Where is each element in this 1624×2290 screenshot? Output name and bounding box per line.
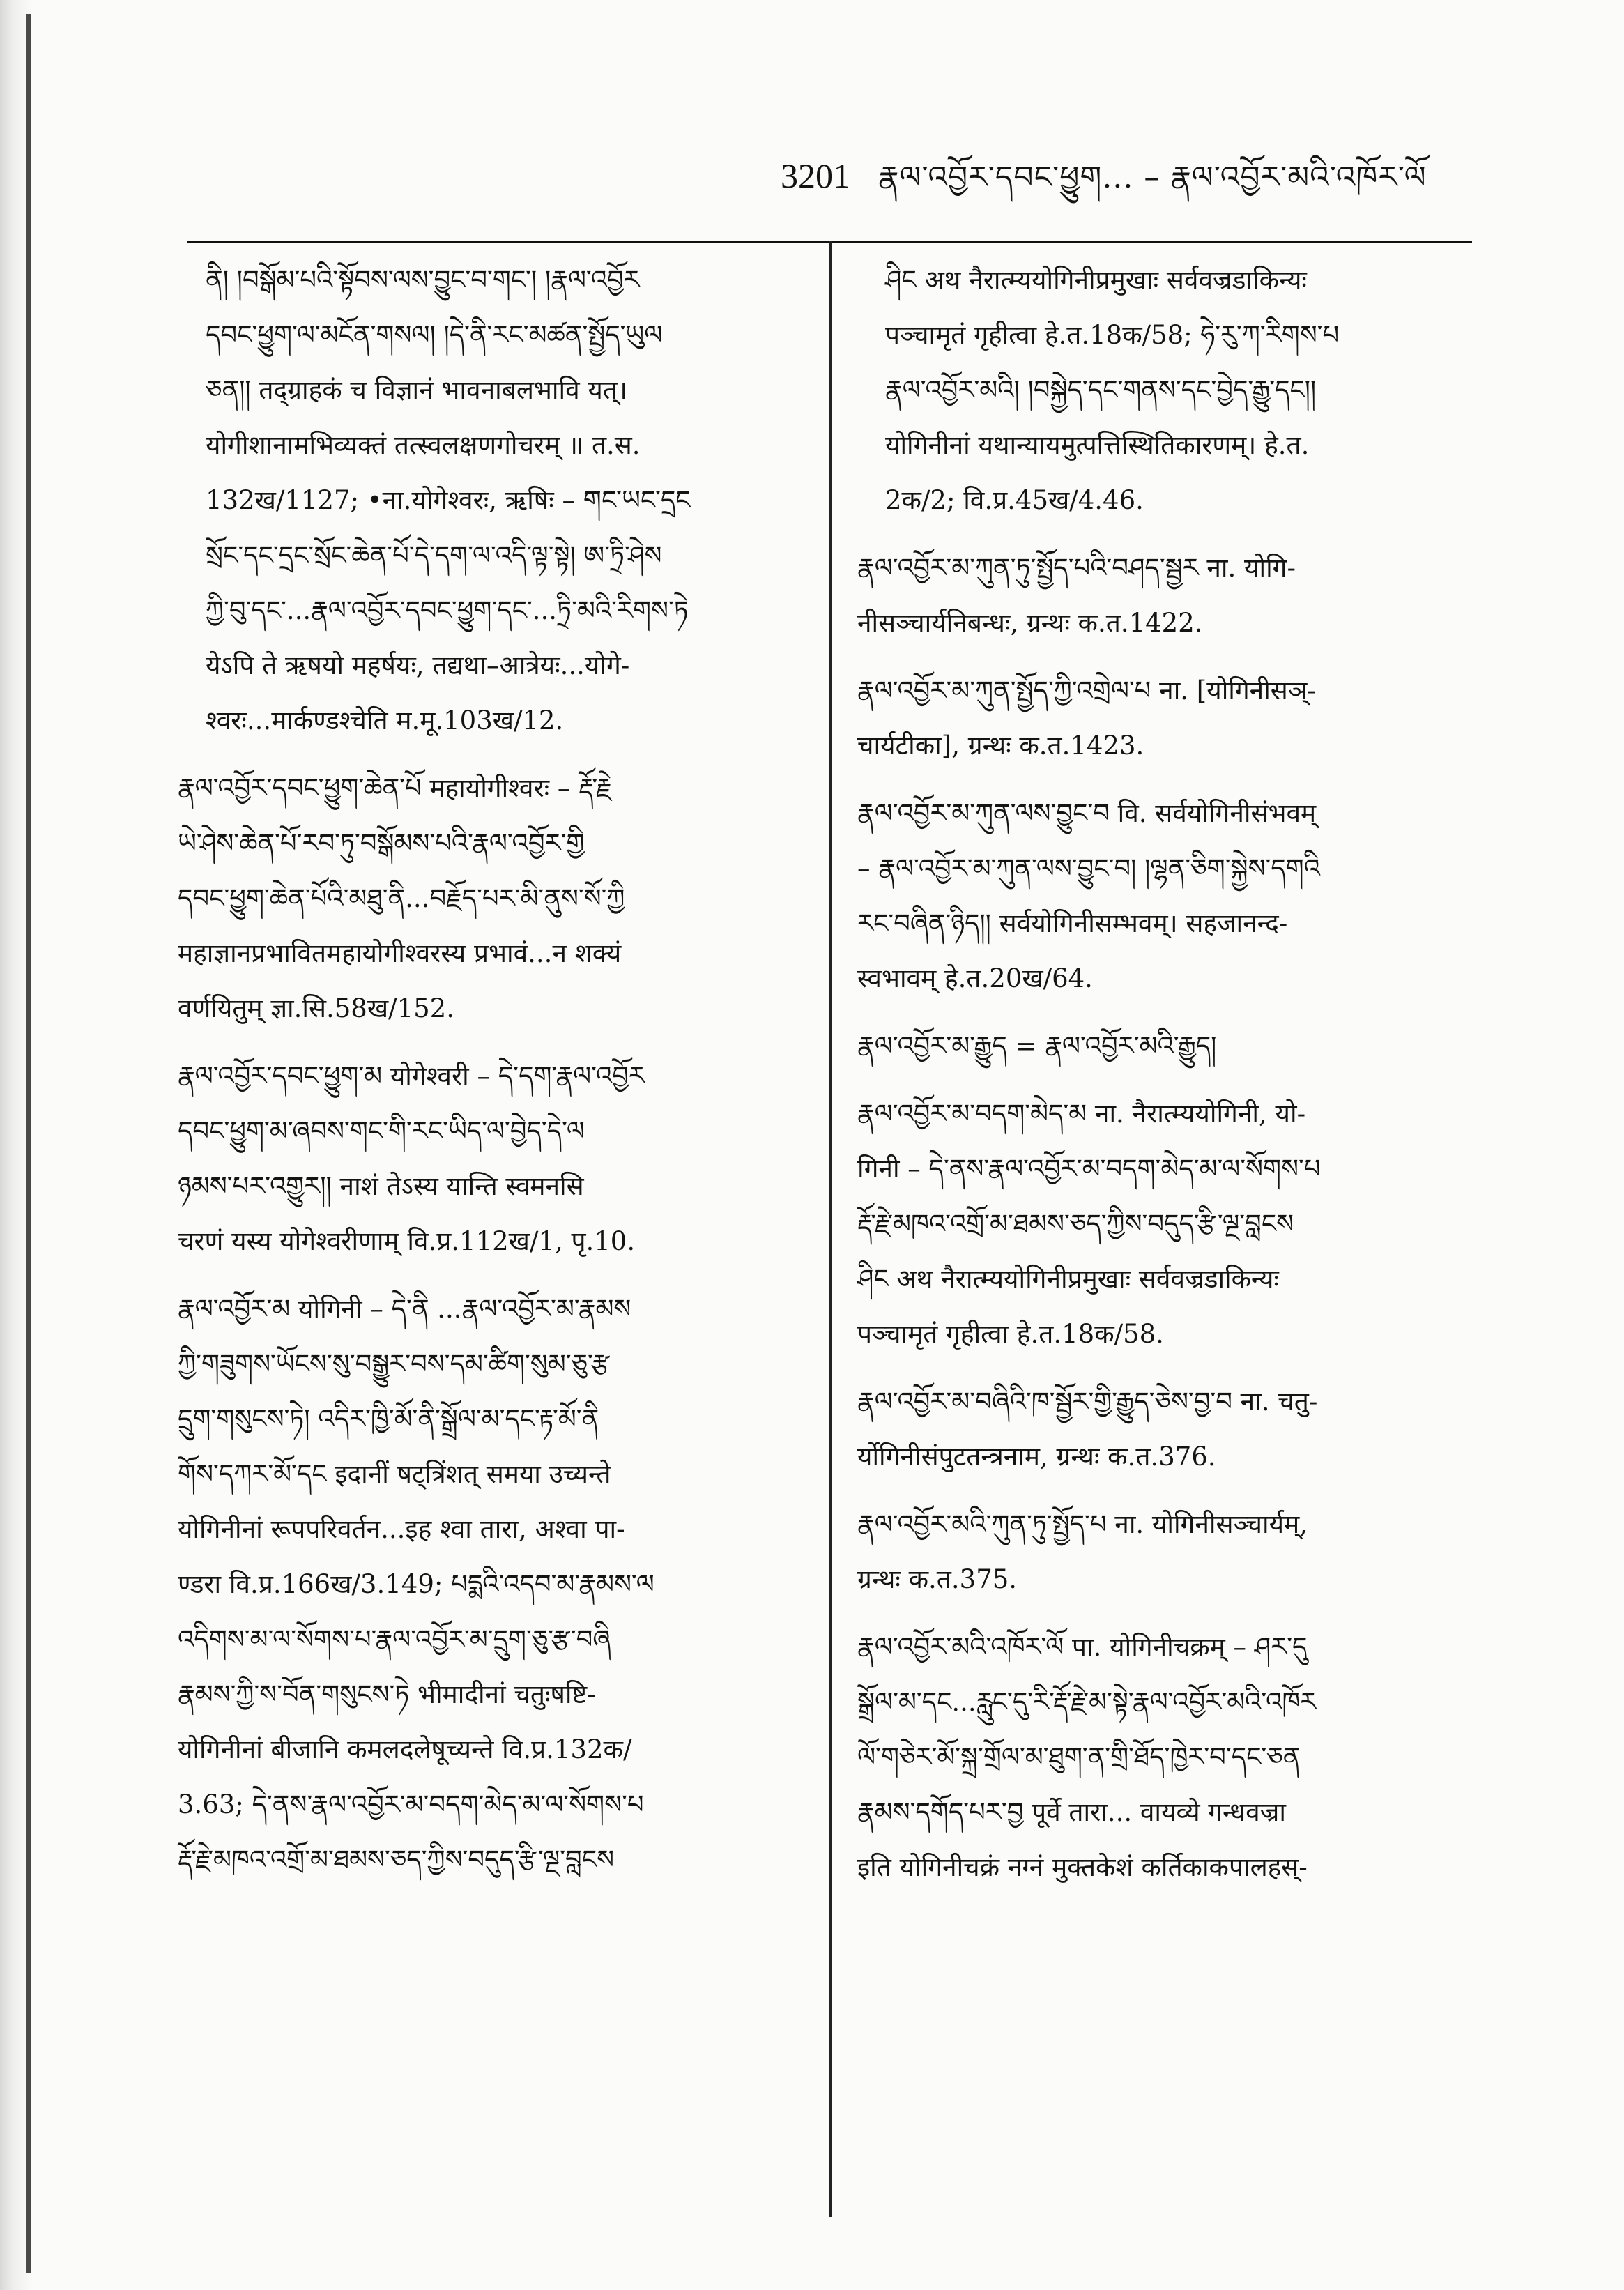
- entry-line: གོས་དཀར་མོ་དང इदानीं षट्त्रिंशत् समया उच्यन्ते: [178, 1459, 611, 1489]
- entry-line: महाज्ञानप्रभावितमहायोगीश्वरस्य प्रभावं...न शक्यं: [178, 938, 622, 968]
- entry-line: དྲུག་གསུངས་ཏེ། འདིར་ཁྱི་མོ་ནི་སྒྲོལ་མ་དང་རྟ་མོ་ནི: [178, 1404, 599, 1434]
- right-column: [857, 252, 1471, 1907]
- dictionary-entry: [857, 663, 1471, 773]
- entry-line: 132ख/1127; •ना.योगेश्वरः, ऋषिः – གང་ཡང་དྲང: [206, 485, 691, 515]
- entry-line: རྣལ་འབྱོར་མའི་ཀུན་ཏུ་སྤྱོད་པ ना. योगिनीसञ्चार्यम्,: [857, 1509, 1308, 1539]
- dictionary-entry: [857, 540, 1471, 650]
- dictionary-entry: [857, 1086, 1471, 1361]
- entry-line: ཤིང अथ नैरात्म्ययोगिनीप्रमुखाः सर्ववज्रडाकिन्यः: [857, 1264, 1279, 1294]
- dictionary-entry: [857, 1619, 1471, 1895]
- entry-line: चरणं यस्य योगेश्वरीणाम् वि.प्र.112ख/1, पृ.10.: [178, 1226, 636, 1256]
- entry-line: རྣམས་ཀྱི་ས་བོན་གསུངས་ཏེ भीमादीनां चतुःषष्टि-: [178, 1679, 596, 1709]
- entry-line: इति योगिनीचक्रं नग्नं मुक्तकेशं कर्तिकाकपालहस्-: [857, 1852, 1308, 1882]
- entry-line: རྡོ་རྗེ་མཁའ་འགྲོ་མ་ཐམས་ཅད་ཀྱིས་བདུད་རྩི་ལྔ་བླངས: [178, 1845, 615, 1875]
- dictionary-entry: [857, 786, 1471, 1006]
- entry-line: स्वभावम् हे.त.20ख/64.: [857, 963, 1093, 993]
- binding-shadow: [26, 14, 31, 2273]
- entry-line: རྣལ་འབྱོར་མ་བཞིའི་ཁ་སྦྱོར་གྱི་རྒྱུད་ཅེས་བྱ་བ ना. चतु-: [857, 1387, 1318, 1417]
- entry-line: རང་བཞིན་ཉིད།། सर्वयोगिनीसम्भवम्। सहजानन्द-: [857, 908, 1288, 938]
- entry-line: དབང་ཕྱུག་ལ་མངོན་གསལ། །དེ་ནི་རང་མཚན་སྤྱོད་ཡུལ: [206, 320, 663, 350]
- entry-line: ནི། །བསྒོམ་པའི་སྟོབས་ལས་བྱུང་བ་གང་། །རྣལ་འབྱོར: [206, 265, 640, 295]
- entry-line: – རྣལ་འབྱོར་མ་ཀུན་ལས་བྱུང་བ། །ལྷན་ཅིག་སྐྱེས་དགའི: [857, 853, 1320, 883]
- entry-line: རྣམས་དགོད་པར་བྱ पूर्वे तारा... वायव्ये गन्धवज्रा: [857, 1797, 1286, 1827]
- entry-line: पञ्चामृतं गृहीत्वा हे.त.18क/58.: [857, 1319, 1164, 1349]
- dictionary-entry: [178, 1048, 805, 1269]
- entry-line: རྣལ་འབྱོར་མ་བདག་མེད་མ ना. नैरात्म्ययोगिनी, यो-: [857, 1099, 1306, 1129]
- entry-line: येऽपि ते ऋषयो महर्षयः, तद्यथा–आत्रेयः...योगे-: [206, 650, 630, 680]
- left-column: [178, 252, 805, 1900]
- entry-line: नीसञ्चार्यनिबन्धः, ग्रन्थः क.त.1422.: [857, 608, 1203, 638]
- running-head: རྣལ་འབྱོར་དབང་ཕྱུག... – རྣལ་འབྱོར་མའི་འཁོར་ལོ: [878, 160, 1427, 195]
- dictionary-entry: [857, 252, 1471, 528]
- entry-line: ཅན།། तद्ग्राहकं च विज्ञानं भावनाबलभावि यत्।: [206, 375, 627, 405]
- entry-line: རྣལ་འབྱོར་མ योगिनी – དེ་ནི ...རྣལ་འབྱོར་མ་རྣམས: [178, 1294, 631, 1324]
- entry-line: र्योगिनीसंपुटतन्त्रनाम, ग्रन्थः क.त.376.: [857, 1442, 1216, 1472]
- entry-line: चार्यटीका], ग्रन्थः क.त.1423.: [857, 731, 1144, 761]
- entry-line: རྣལ་འབྱོར་དབང་ཕྱུག་ཆེན་པོ महायोगीश्वरः – རྡོ་རྗེ: [178, 773, 612, 803]
- page-number: 3201: [781, 156, 850, 195]
- entry-line: ཤིང अथ नैरात्म्ययोगिनीप्रमुखाः सर्ववज्रडाकिन्यः: [885, 265, 1307, 295]
- dictionary-entry: [178, 1281, 805, 1887]
- dictionary-entry: [857, 1018, 1471, 1074]
- entry-line: 2क/2; वि.प्र.45ख/4.46.: [885, 485, 1144, 515]
- entry-line: རྡོ་རྗེ་མཁའ་འགྲོ་མ་ཐམས་ཅད་ཀྱིས་བདུད་རྩི་ལྔ་བླངས: [857, 1209, 1294, 1239]
- entry-line: ཀྱི་བུ་དང་...རྣལ་འབྱོར་དབང་ཕྱུག་དང་...ཏྲི་མའི་རིགས་ཏེ: [206, 595, 689, 625]
- dictionary-entry: [178, 252, 805, 748]
- entry-line: पञ्चामृतं गृहीत्वा हे.त.18क/58; ཧེ་རུ་ཀ་རིགས་པ: [885, 320, 1340, 350]
- entry-line: སྲོང་དང་དྲང་སྲོང་ཆེན་པོ་དེ་དག་ལ་འདི་ལྟ་སྟེ། ཨ་ཏྲི་ཤེས: [206, 540, 662, 570]
- entry-line: गिनी – དེ་ནས་རྣལ་འབྱོར་མ་བདག་མེད་མ་ལ་སོགས་པ: [857, 1154, 1321, 1184]
- dictionary-entry: [178, 761, 805, 1036]
- entry-line: ལོ་གཅེར་མོ་སྐྲ་གྲོལ་མ་ཐུག་ན་གྲི་ཐོད་ཁྱེར་བ་དང་ཅན: [857, 1742, 1301, 1772]
- entry-line: योगिनीनां बीजानि कमलदलेषूच्यन्ते वि.प्र.132क/: [178, 1734, 632, 1764]
- entry-line: ཀྱི་གཟུགས་ཡོངས་སུ་བསྒྱུར་བས་དམ་ཚིག་སུམ་ཅུ་རྩ: [178, 1349, 610, 1379]
- entry-line: རྣལ་འབྱོར་མ་ཀུན་སྤྱོད་ཀྱི་འགྲེལ་པ ना. [योगिनीसञ्-: [857, 675, 1316, 705]
- entry-line: योगीशानामभिव्यक्तं तत्स्वलक्षणगोचरम् ॥ त.स.: [206, 430, 641, 460]
- entry-line: རྣལ་འབྱོར་མ་རྒྱུད = རྣལ་འབྱོར་མའི་རྒྱུད།: [857, 1031, 1217, 1061]
- entry-line: ण्डरा वि.प्र.166ख/3.149; པདྨའི་འདབ་མ་རྣམས་ལ: [178, 1569, 654, 1599]
- entry-line: वर्णयितुम् ज्ञा.सि.58ख/152.: [178, 993, 454, 1023]
- entry-line: རྣལ་འབྱོར་མ་ཀུན་ཏུ་སྤྱོད་པའི་བཤད་སྦྱར ना. योगि-: [857, 553, 1296, 583]
- entry-line: श्वरः...मार्कण्डश्चेति म.मू.103ख/12.: [206, 705, 564, 735]
- entry-line: དབང་ཕྱུག་མ་ཞབས་གང་གི་རང་ཡིད་ལ་བྱེད་དེ་ལ: [178, 1116, 585, 1146]
- page-header: [781, 143, 1519, 199]
- entry-line: ཉམས་པར་འགྱུར།། नाशं तेऽस्य यान्ति स्वमनसि: [178, 1171, 584, 1201]
- entry-line: ཡེ་ཤེས་ཆེན་པོ་རབ་ཏུ་བསྒོམས་པའི་རྣལ་འབྱོར་གྱི: [178, 828, 585, 858]
- column-divider: [829, 241, 832, 2217]
- entry-line: योगिनीनां यथान्यायमुत्पत्तिस्थितिकारणम्। हे.त.: [885, 430, 1310, 460]
- dictionary-entry: [857, 1497, 1471, 1607]
- entry-line: རྣལ་འབྱོར་དབང་ཕྱུག་མ योगेश्वरी – དེ་དག་རྣལ་འབྱོར: [178, 1061, 645, 1091]
- entry-line: རྣལ་འབྱོར་མའི་འཁོར་ལོ पा. योगिनीचक्रम् – ཤར་དུ: [857, 1632, 1308, 1662]
- entry-line: རྣལ་འབྱོར་མའི། །བསྐྱེད་དང་གནས་དང་བྱེད་རྒྱུ་དང།།: [885, 375, 1317, 405]
- entry-line: སྒྲོལ་མ་དང...རླུང་དུ་རི་རྡོ་རྗེ་མ་སྟེ་རྣལ་འབྱོར་མའི་འཁོར: [857, 1687, 1317, 1717]
- entry-line: རྣལ་འབྱོར་མ་ཀུན་ལས་བྱུང་བ वि. सर्वयोगिनीसंभवम्: [857, 798, 1317, 828]
- entry-line: འདིགས་མ་ལ་སོགས་པ་རྣལ་འབྱོར་མ་དྲུག་ཅུ་རྩ་བཞི: [178, 1624, 611, 1654]
- dictionary-entry: [857, 1374, 1471, 1484]
- entry-line: དབང་ཕྱུག་ཆེན་པོའི་མཐུ་ནི...བརྗོད་པར་མི་ནུས་སོ་ཀྱི: [178, 883, 625, 913]
- entry-line: ग्रन्थः क.त.375.: [857, 1564, 1018, 1594]
- entry-line: योगिनीनां रूपपरिवर्तन...इह श्वा तारा, अश्वा पा-: [178, 1514, 625, 1544]
- entry-line: 3.63; དེ་ནས་རྣལ་འབྱོར་མ་བདག་མེད་མ་ལ་སོགས་པ: [178, 1789, 644, 1819]
